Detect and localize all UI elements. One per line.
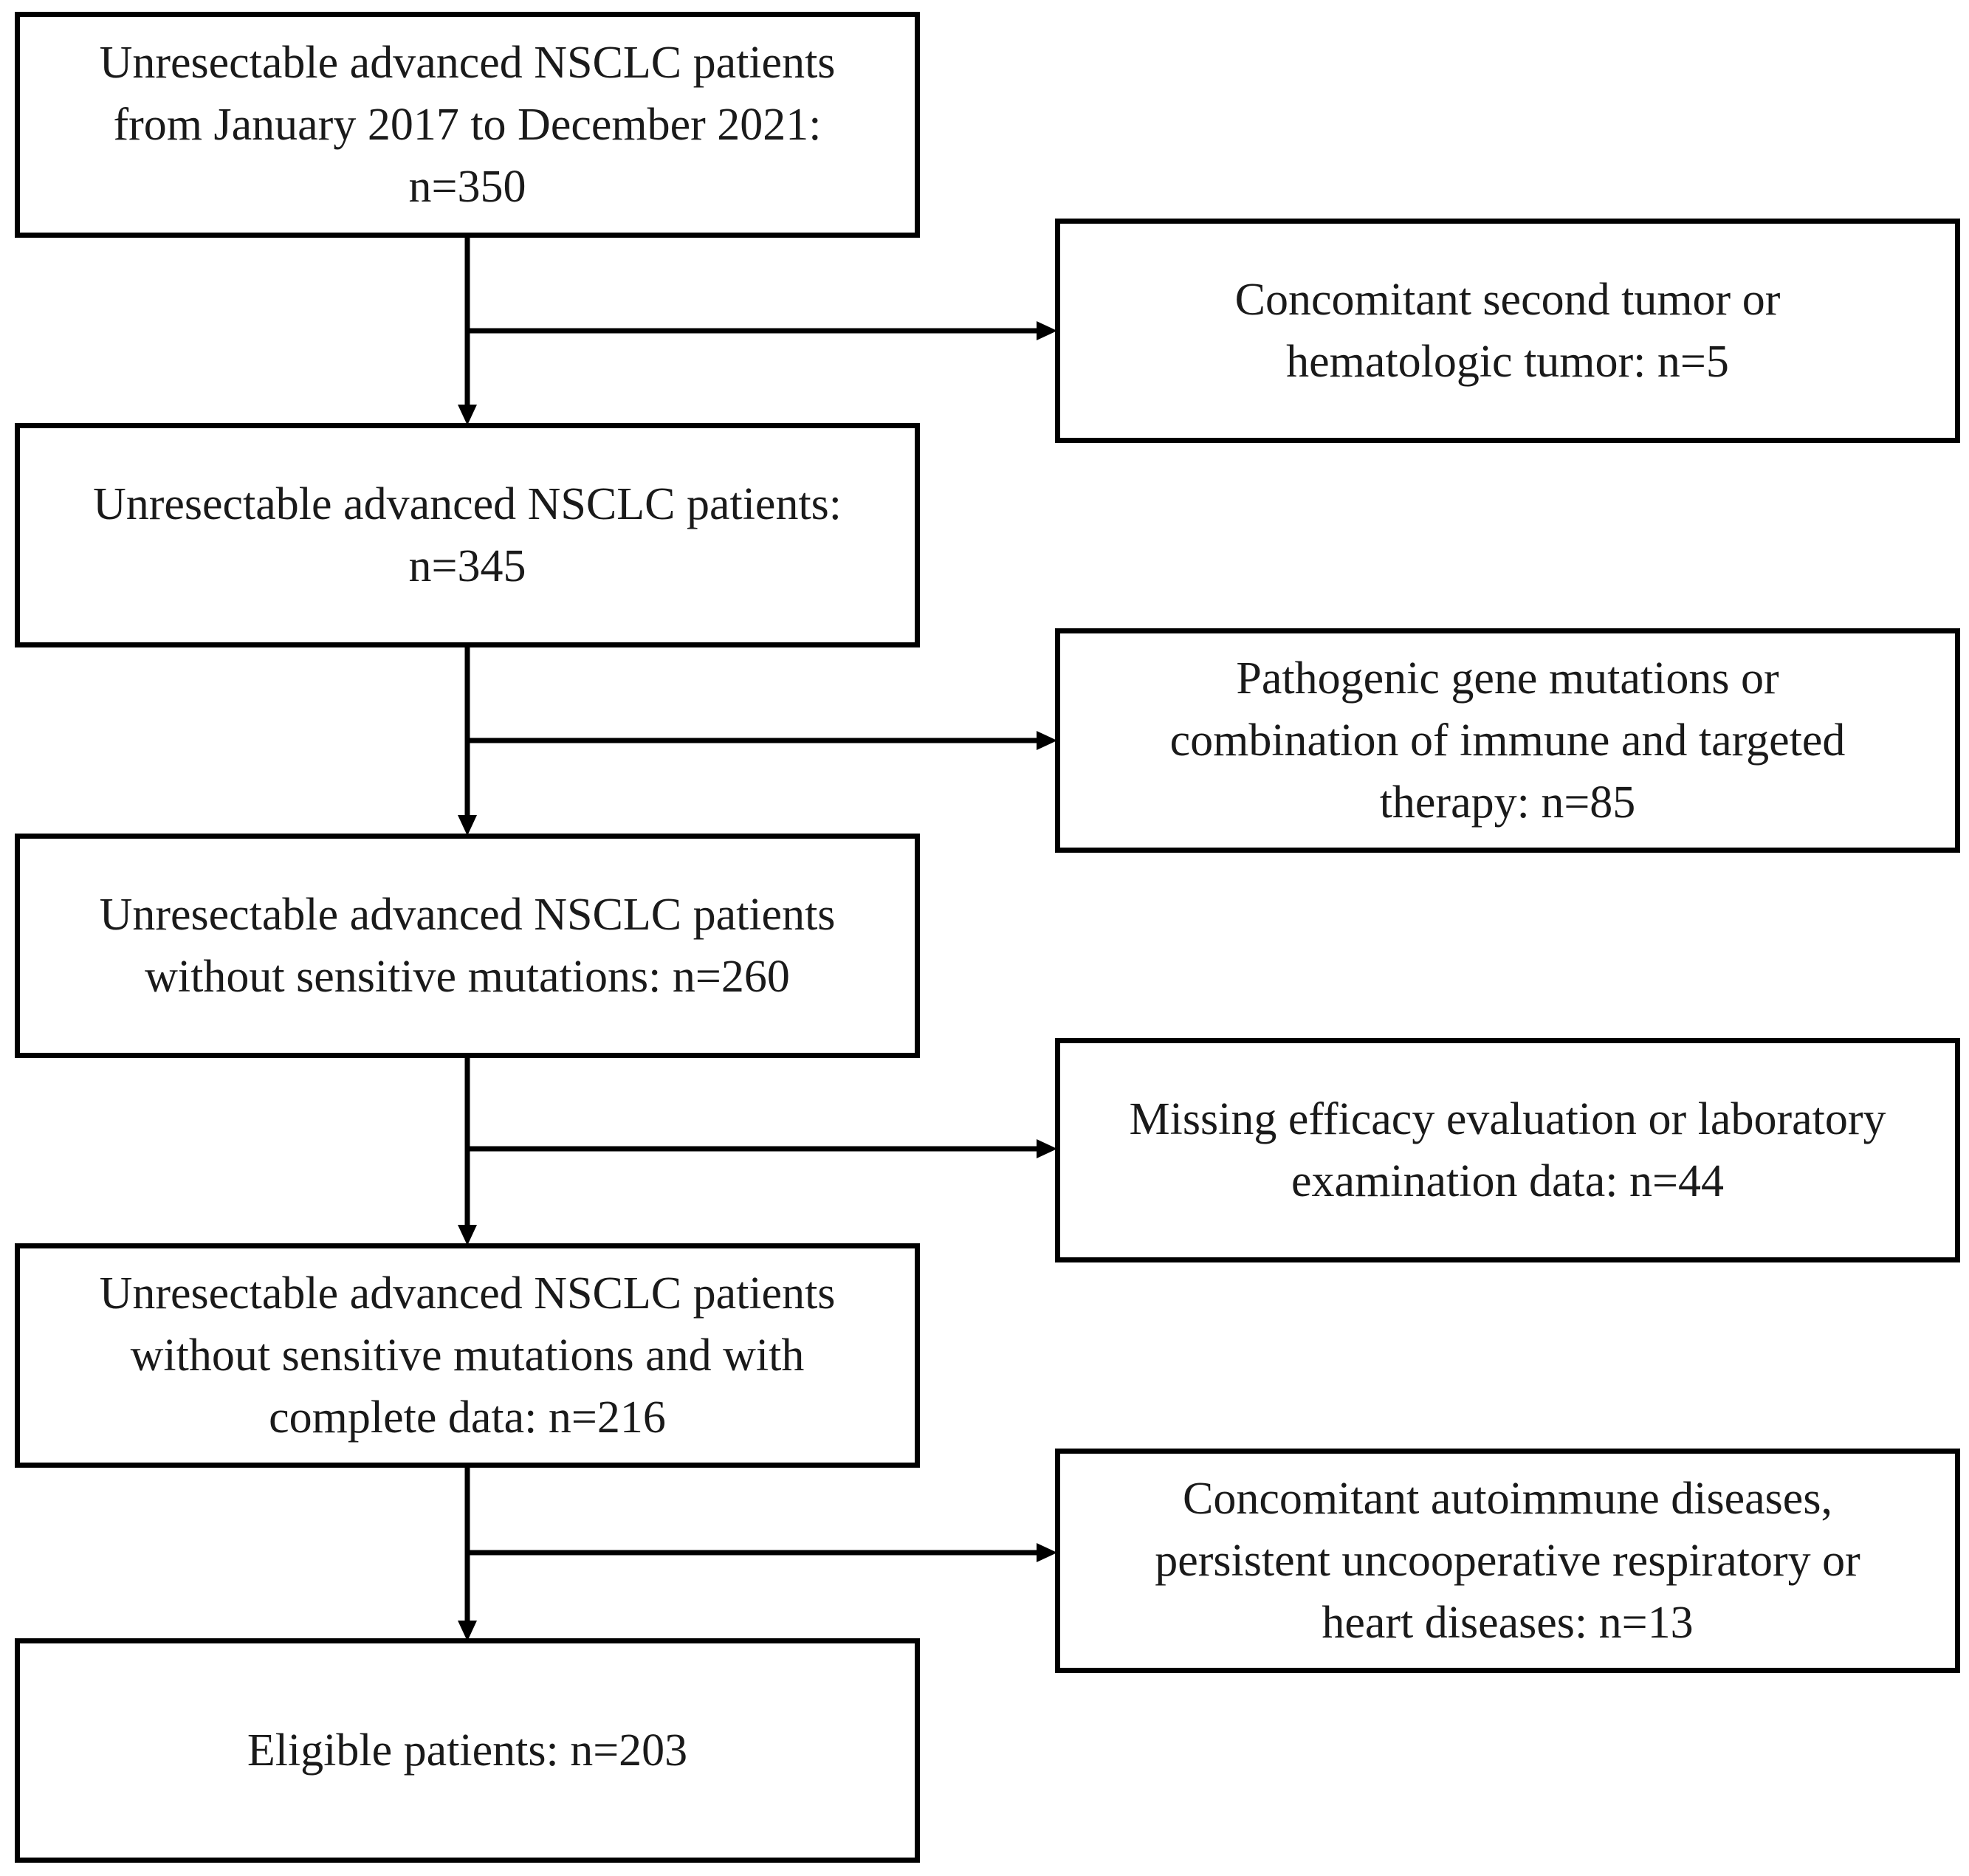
exclusion-box-text: persistent uncooperative respiratory or: [1155, 1536, 1860, 1586]
exclusion-box-gene-mutations: [1055, 628, 1960, 853]
arrowhead-right-3: [1037, 1139, 1057, 1158]
exclusion-box-text: examination data: n=44: [1291, 1156, 1724, 1206]
step-box-text: complete data: n=216: [269, 1392, 666, 1443]
arrowhead-down-1: [458, 405, 477, 425]
step-box-text: Unresectable advanced NSCLC patients: [99, 890, 836, 940]
step-box-complete-data: [15, 1243, 920, 1468]
exclusion-box-missing-data: [1055, 1038, 1960, 1262]
exclusion-box-autoimmune: [1055, 1449, 1960, 1673]
step-box-without-mutations: [15, 834, 920, 1058]
arrowhead-down-2: [458, 815, 477, 836]
step-box-text: Eligible patients: n=203: [247, 1725, 688, 1776]
step-box-text: without sensitive mutations and with: [130, 1330, 805, 1381]
exclusion-box-text: therapy: n=85: [1379, 777, 1636, 828]
exclusion-box-text: hematologic tumor: n=5: [1286, 337, 1729, 387]
exclusion-box-text: combination of immune and targeted: [1169, 715, 1846, 766]
exclusion-box-text: Missing efficacy evaluation or laboratory: [1129, 1094, 1886, 1144]
step-box-text: Unresectable advanced NSCLC patients: [99, 38, 836, 88]
step-box-text: from January 2017 to December 2021:: [113, 100, 822, 150]
arrowhead-right-4: [1037, 1543, 1057, 1562]
step-box-text: Unresectable advanced NSCLC patients:: [92, 479, 842, 529]
exclusion-box-text: heart diseases: n=13: [1322, 1598, 1694, 1648]
step-box-initial-cohort: [15, 12, 920, 238]
arrowhead-right-1: [1037, 321, 1057, 340]
exclusion-box-text: Concomitant autoimmune diseases,: [1183, 1474, 1832, 1524]
exclusion-box-second-tumor: [1055, 219, 1960, 443]
step-box-eligible-patients: [15, 1638, 920, 1863]
exclusion-box-text: Concomitant second tumor or: [1234, 275, 1781, 325]
arrowhead-right-2: [1037, 731, 1057, 750]
step-box-text: Unresectable advanced NSCLC patients: [99, 1268, 836, 1319]
exclusion-box-text: Pathogenic gene mutations or: [1236, 653, 1779, 704]
arrowhead-down-3: [458, 1225, 477, 1245]
step-box-text: n=350: [408, 162, 526, 212]
step-box-text: without sensitive mutations: n=260: [145, 952, 790, 1002]
step-box-text: n=345: [408, 541, 526, 591]
step-box-after-tumor-exclusion: [15, 423, 920, 647]
